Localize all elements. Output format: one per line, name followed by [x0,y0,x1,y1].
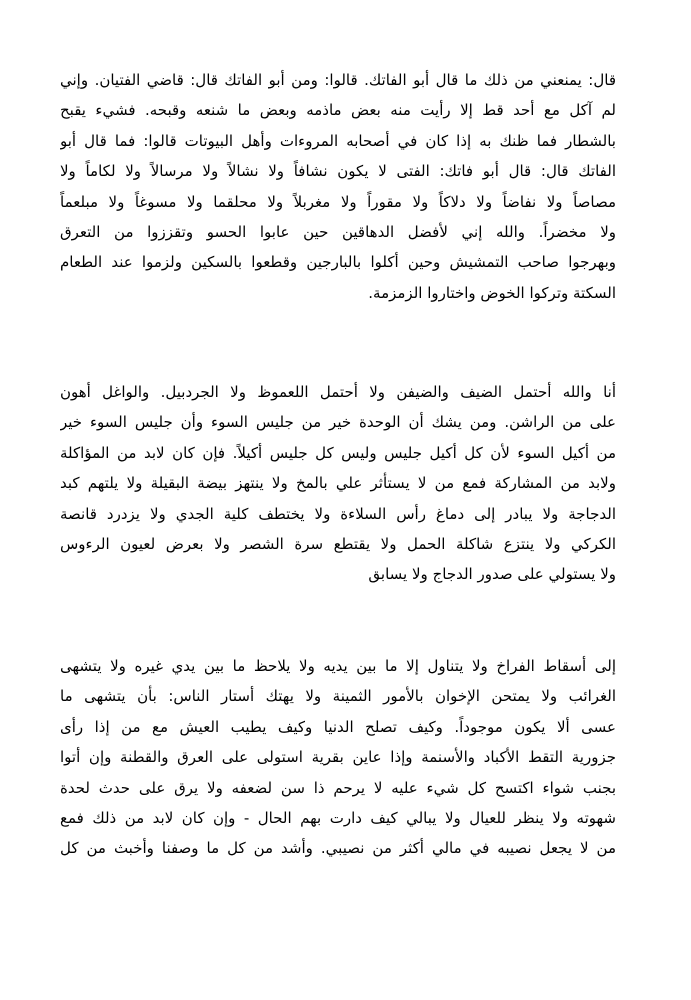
text-line: ولا مخضراً. والله إني لأفضل الدهاقين حين عابوا الحسو وتقززوا من التعرق [60,222,616,241]
text-line: جزورية التقط الأكباد والأسنمة وإذا عاين بقرية استولى على العرق والقطنة وإن أتوا [60,748,616,767]
text-line: الغرائب ولا يمتحن الإخوان بالأمور الثمينة ولا يهتك أستار الناس: بأن يتشهى ما [60,687,616,706]
paragraph [60,651,616,864]
text-line: الفاتك قال: قال أبو فاتك: الفتى لا يكون نشافاً ولا نشالاً ولا مرسالاً ولا لكاماً ولا [60,162,616,181]
paragraph [60,377,616,590]
text-line: بالشطار فما ظنك به إذا كان في أصحابه المروءات وأهل البيوتات قالوا: فما قال أبو [60,131,616,150]
text-line: من أكيل السوء لأن كل أكيل جليس وليس كل جليس أكيلاً. فإن كان لابد من المؤاكلة [60,443,616,462]
text-line: وبهرجوا صاحب التمشيش وحين أكلوا بالبارجين وقطعوا بالسكين ولزموا عند الطعام [60,253,616,272]
text-line: إلى أسقاط الفراخ ولا يتناول إلا ما بين يديه ولا يلاحظ ما بين يدي غيره ولا يتشهى [60,657,616,675]
text-line: لم آكل مع أحد قط إلا رأيت منه بعض ماذمه وبعض ما شنعه وقبحه. فشيء يقبح [60,101,616,120]
text-line: بجنب شواء اكتسح كل شيء عليه لا يرحم ذا سن لضعفه ولا يرق على حدث لحدة [60,778,616,797]
text-line: الكركي ولا ينتزع شاكلة الحمل ولا يقتطع سرة الشصر ولا بعرض لعيون الرءوس [60,534,616,553]
text-line: من لا يجعل نصيبه في مالي أكثر من نصيبي. وأشد من كل ما وصفنا وأخبث من كل [60,839,616,858]
text-line: ولا يستولي على صدور الدجاج ولا يسابق [368,565,616,584]
text-line: السكتة وتركوا الخوض واختاروا الزمزمة. [368,283,616,302]
paragraph [60,65,616,308]
text-line: عسى ألا يكون موجوداً. وكيف تصلح الدنيا وكيف يطيب العيش مع من إذا رأى [60,717,616,736]
text-line: على من الراشن. ومن يشك أن الوحدة خير من جليس السوء وأن جليس السوء خير [60,413,616,432]
text-line: مصاصاً ولا نفاضاً ولا دلاكاً ولا مقوراً ولا مغربلاً ولا محلقما ولا مسوغاً ولا مبلعماً [60,192,616,211]
text-line: أنا والله أحتمل الضيف والضيفن ولا أحتمل اللعموظ ولا الجردبيل. والواغل أهون [60,383,616,401]
text-line: ولابد من المشاركة فمع من لا يستأثر علي بالمخ ولا ينتهز بيضة البقيلة ولا يلتهم كبد [60,474,616,493]
text-line: شهوته ولا ينظر للعيال ولا يبالي كيف دارت بهم الحال - وإن كان لابد من ذلك فمع [60,808,616,827]
text-line: الدجاجة ولا يبادر إلى دماغ رأس السلاءة ولا يختطف كلية الجدي ولا يزدرد قانصة [60,504,616,523]
text-line: قال: يمنعني من ذلك ما قال أبو الفاتك. قالوا: ومن أبو الفاتك قال: قاضي الفتيان. وإني [60,71,616,89]
